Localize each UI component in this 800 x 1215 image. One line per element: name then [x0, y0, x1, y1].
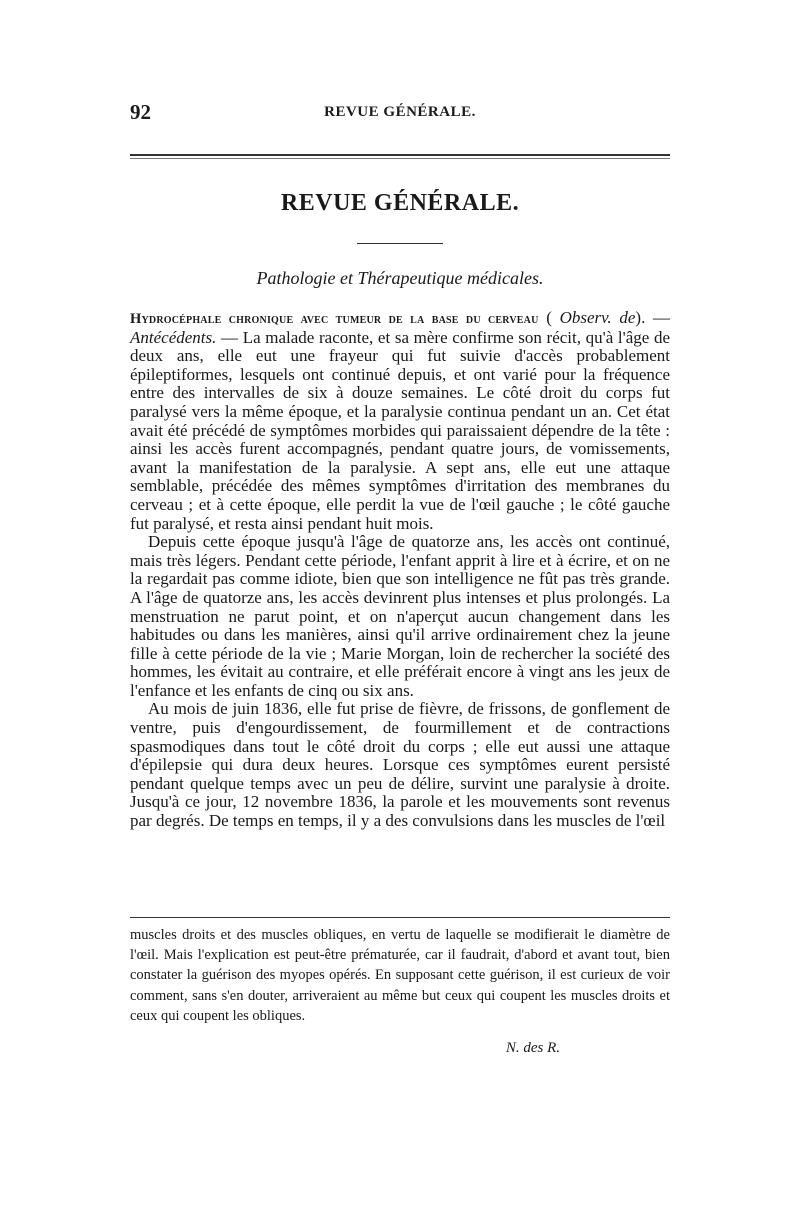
article-body [130, 309, 670, 831]
antecedents-label: Antécédents. [130, 327, 217, 347]
header-rule-thin [130, 158, 670, 159]
running-title: REVUE GÉNÉRALE. [324, 104, 476, 120]
paragraph-2: Depuis cette époque jusqu'à l'âge de quatorze ans, les accès ont continué, mais très légers. Pendant cette période, l'enfant apprit à lire et à écrire, et on ne la regardait pas comme idiote, bien que son intelligence ne fût pas très grande. A l'âge de quatorze ans, les accès devinrent plus intenses et plus prolongés. La menstruation ne parut point, et on n'aperçut aucun changement dans les habitudes ou dans les manières, ainsi qu'il arrive ordinairement chez la jeune fille à cette période de la vie ; Marie Morgan, loin de rechercher la société des hommes, les évitait au contraire, et elle préférait encore à vingt ans les jeux de l'enfance et les enfants de cinq ou six ans. [130, 532, 670, 700]
section-title: REVUE GÉNÉRALE. [280, 190, 520, 216]
paragraph-3: Au mois de juin 1836, elle fut prise de fièvre, de frissons, de gonflement de ventre, puis d'engourdissement, de fourmillement et de contractions spasmodiques dans tout le côté droit du corps ; elle eut aussi une attaque d'épilepsie qui dura deux heures. Lorsque ces symptômes eurent persisté pendant quelque temps avec un peu de délire, survint une paralysie à droite. Jusqu'à ce jour, 12 novembre 1836, la parole et les mouvements sont revenus par degrés. De temps en temps, il y a des convulsions dans les muscles de l'œil [130, 699, 670, 831]
paragraph-1 [130, 309, 670, 533]
title-divider [357, 243, 443, 244]
header-rule [130, 154, 670, 156]
footnote-text: muscles droits et des muscles obliques, en vertu de laquelle se modifierait le diamètre de l'œil. Mais l'explication est peut-être prématurée, car il faudrait, d'abord et avant tout, bien constater la guérison des myopes opérés. En supposant cette guérison, il est curieux de voir comment, sans s'en douter, arriveraient au même but ceux qui coupent les muscles droits et ceux qui coupent les obliques. [130, 927, 670, 1024]
footnote-signature: N. des R. [505, 1040, 560, 1056]
footnote [130, 925, 670, 1026]
subsection-title: Pathologie et Thérapeutique médicales. [256, 268, 544, 288]
page-number: 92 [130, 100, 151, 124]
paragraph-1-text: — La malade raconte, et sa mère confirme son récit, qu'à l'âge de deux ans, elle eut une frayeur qui fut suivie d'accès probablement épileptiformes, lesquels ont continué depuis, et ont varié pour la fréquence entre des intervalles de six à douze semaines. Le côté droit du corps fut paralysé vers la même époque, et la paralysie continua pendant un an. Cet état avait été précédé de symptômes morbides qui paraissaient dépendre de la tête : ainsi les accès furent accompagnés, pendant quatre jours, de vomissements, avant la manifestation de la paralysie. A sept ans, elle eut une attaque semblable, précédée des mêmes symptômes d'irritation des membranes du cerveau ; et à cette époque, elle perdit la vue de l'œil gauche ; le côté gauche fut paralysé, et resta ainsi pendant huit mois. [130, 327, 670, 533]
footnote-rule [130, 917, 670, 918]
observation-label: Observ. de [559, 308, 636, 327]
observation-close: ). — [635, 308, 671, 327]
article-heading: Hydrocéphale chronique avec tumeur de la base du cerveau [130, 311, 539, 327]
observation-open: ( [546, 308, 560, 327]
running-head [130, 100, 670, 124]
